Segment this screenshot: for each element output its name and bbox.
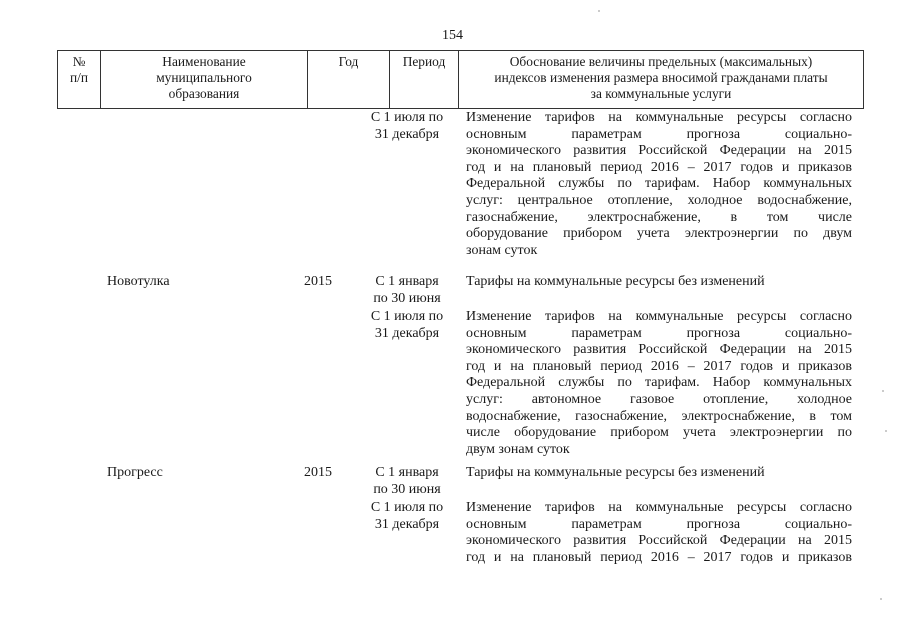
justification-cell: [466, 309, 852, 458]
justification-line: Изменение тарифов на коммунальные ресурсы согласно: [466, 110, 852, 125]
justification-cell: [466, 500, 852, 566]
period-cell: [365, 500, 449, 533]
justification-line: основным параметрам прогноза социально-: [466, 516, 852, 532]
period-line: С 1 июля по: [370, 110, 444, 125]
justification-line: экономического развития Российской Федерации на 2015: [466, 533, 852, 549]
period-line: по 30 июня: [373, 481, 441, 497]
header-municipality-line: образования: [168, 86, 240, 101]
period-line: 31 декабря: [374, 325, 440, 341]
justification-line: оборудование прибором учета электроэнергии по двум: [466, 226, 852, 242]
page-number: 154: [442, 28, 463, 43]
period-line: 31 декабря: [374, 516, 440, 532]
year-cell: 2015: [304, 465, 332, 480]
justification-line: Тарифы на коммунальные ресурсы без изменений: [466, 465, 765, 480]
justification-cell: [466, 465, 852, 482]
justification-line: год и на плановый период 2016 – 2017 годов и приказов: [466, 159, 852, 175]
header-period: Период: [402, 54, 446, 69]
justification-line: Изменение тарифов на коммунальные ресурсы согласно: [466, 309, 852, 324]
justification-line: год и на плановый период 2016 – 2017 годов и приказов: [466, 358, 852, 374]
table-header: [57, 50, 864, 109]
header-justification-line: Обоснование величины предельных (максимальных): [509, 54, 813, 69]
justification-line: газоснабжение, электроснабжение, в том числе: [466, 209, 852, 225]
scan-speck: [882, 390, 884, 392]
period-line: С 1 января: [375, 274, 439, 289]
header-municipality-line: Наименование: [162, 54, 246, 69]
period-line: С 1 января: [375, 465, 439, 480]
justification-line: двум зонам суток: [466, 441, 570, 457]
period-cell: [365, 274, 449, 307]
period-line: С 1 июля по: [370, 500, 444, 515]
header-justification-line: за коммунальные услуги: [590, 86, 732, 101]
period-line: по 30 июня: [373, 290, 441, 306]
justification-line: водоснабжение, газоснабжение, электроснабжение, в том: [466, 408, 852, 424]
header-municipality-line: муниципального: [156, 70, 252, 85]
justification-line: основным параметрам прогноза социально-: [466, 126, 852, 142]
justification-line: Изменение тарифов на коммунальные ресурсы согласно: [466, 500, 852, 515]
header-justification-line: индексов изменения размера вносимой гражданами платы: [494, 70, 828, 85]
scan-speck: [885, 430, 887, 432]
justification-line: Федеральной службы по тарифам. Набор коммунальных: [466, 375, 852, 391]
period-line: 31 декабря: [374, 126, 440, 142]
justification-line: основным параметрам прогноза социально-: [466, 325, 852, 341]
justification-line: зонам суток: [466, 242, 538, 258]
municipality-name: Прогресс: [107, 465, 163, 480]
justification-line: экономического развития Российской Федерации на 2015: [466, 342, 852, 358]
header-number-line: №: [72, 54, 86, 69]
header-municipality: [101, 54, 307, 102]
year-cell: 2015: [304, 274, 332, 289]
period-cell: [365, 465, 449, 498]
justification-cell: [466, 274, 852, 291]
municipality-name: Новотулка: [107, 274, 170, 289]
period-cell: [365, 110, 449, 143]
justification-line: числе оборудование прибором учета электроэнергии по: [466, 425, 852, 441]
header-number-line: п/п: [69, 70, 89, 85]
period-cell: [365, 309, 449, 342]
justification-line: Тарифы на коммунальные ресурсы без изменений: [466, 274, 765, 289]
justification-line: услуг: центральное отопление, холодное водоснабжение,: [466, 192, 852, 208]
scan-speck: [598, 10, 600, 12]
header-year: Год: [338, 54, 359, 69]
header-number: [58, 54, 100, 86]
justification-line: экономического развития Российской Федерации на 2015: [466, 143, 852, 159]
justification-line: Федеральной службы по тарифам. Набор коммунальных: [466, 176, 852, 192]
justification-line: услуг: автономное газовое отопление, холодное: [466, 391, 852, 407]
period-line: С 1 июля по: [370, 309, 444, 324]
scan-speck: [880, 598, 882, 600]
justification-line: год и на плановый период 2016 – 2017 годов и приказов: [466, 549, 852, 565]
header-justification: [459, 54, 863, 102]
justification-cell: [466, 110, 852, 259]
